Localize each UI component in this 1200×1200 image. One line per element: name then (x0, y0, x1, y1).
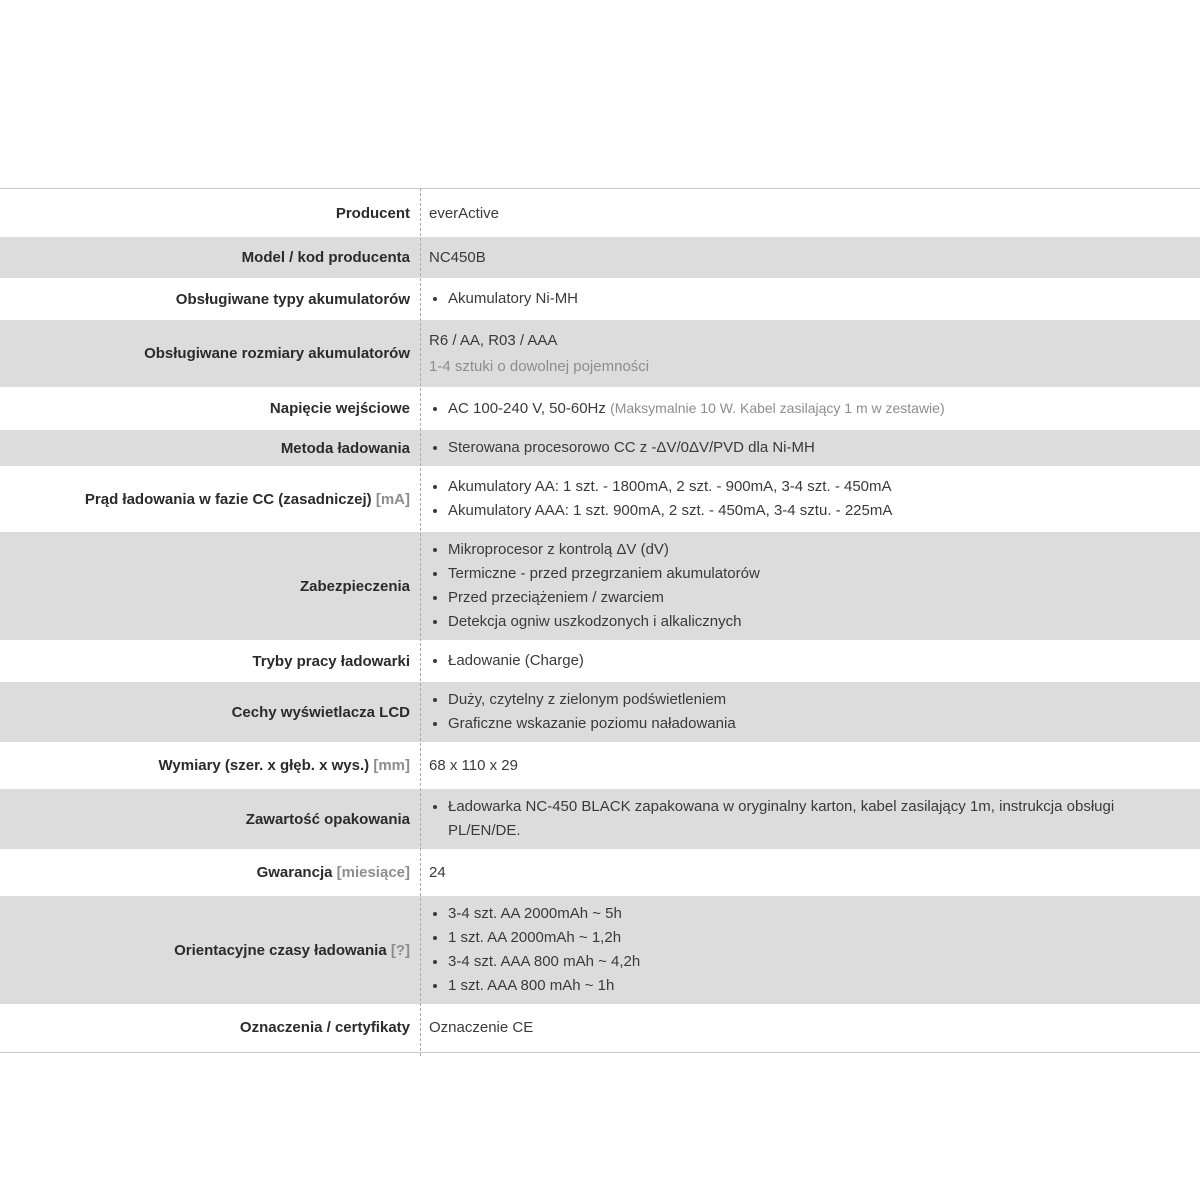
spec-bullet-item (448, 436, 1186, 460)
spec-label (0, 805, 420, 834)
spec-row (0, 193, 1200, 234)
spec-value (420, 237, 1200, 278)
spec-bullet-item (448, 688, 1186, 712)
spec-label-text: Napięcie wejściowe (269, 400, 410, 417)
spec-bullet-text: Mikroprocesor z kontrolą ΔV (dV) (448, 541, 669, 558)
spec-bullet-item (448, 475, 1186, 499)
spec-label (0, 572, 420, 601)
spec-bullet-list (429, 902, 1186, 998)
spec-label (0, 243, 420, 272)
spec-bullet-list (429, 287, 1186, 311)
spec-bullet-list (429, 396, 1186, 421)
spec-label-text: Zabezpieczenia (299, 577, 410, 595)
spec-bullet-text: Akumulatory AAA: 1 szt. 900mA, 2 szt. - 450mA, 3-4 sztu. - 225mA (448, 502, 893, 519)
spec-row (0, 281, 1200, 317)
spec-row (0, 237, 1200, 278)
spec-label (0, 751, 420, 780)
spec-label-unit: [mm] (373, 757, 410, 774)
spec-bullet-text: Graficzne wskazanie poziomu naładowania (448, 715, 736, 732)
spec-row (0, 643, 1200, 679)
spec-row (0, 469, 1200, 529)
spec-bullet-text: AC 100-240 V, 50-60Hz (448, 400, 606, 417)
spec-label (0, 285, 420, 314)
spec-label (0, 1013, 420, 1042)
product-spec-table (0, 188, 1200, 1053)
spec-bullet-text: Detekcja ogniw uszkodzonych i alkalicznych (448, 613, 742, 630)
spec-bullet-list (429, 538, 1186, 634)
spec-bullet-list (429, 475, 1186, 523)
spec-value-line: R6 / AA, R03 / AAA (429, 332, 558, 349)
spec-bullet-item (448, 712, 1186, 736)
spec-value-line: 1-4 sztuki o dowolnej pojemności (429, 358, 650, 375)
spec-label (0, 698, 420, 727)
spec-bullet-item (448, 538, 1186, 562)
spec-label (0, 858, 420, 887)
spec-bullet-text: 1 szt. AAA 800 mAh ~ 1h (448, 977, 615, 994)
spec-bullet-item (448, 610, 1186, 634)
spec-bullet-item (448, 974, 1186, 998)
spec-row (0, 852, 1200, 893)
spec-label (0, 485, 420, 514)
spec-bullet-note: (Maksymalnie 10 W. Kabel zasilający 1 m w zestawie) (610, 400, 945, 416)
spec-label-text: Cechy wyświetlacza LCD (231, 703, 410, 721)
spec-bullet-item (448, 926, 1186, 950)
spec-label-text: Producent (335, 205, 410, 222)
spec-bullet-text: Sterowana procesorowo CC z -ΔV/0ΔV/PVD dla Ni-MH (448, 439, 815, 456)
spec-row (0, 896, 1200, 1004)
spec-bullet-list (429, 795, 1186, 843)
spec-value (420, 430, 1200, 466)
spec-bullet-text: Termiczne - przed przegrzaniem akumulatorów (448, 565, 760, 582)
spec-value (420, 852, 1200, 893)
spec-label-text: Tryby pracy ładowarki (252, 652, 410, 670)
spec-row (0, 745, 1200, 786)
spec-label-unit: [mA] (375, 490, 410, 508)
spec-bullet-text: Ładowarka NC-450 BLACK zapakowana w oryginalny karton, kabel zasilający 1m, instrukcja obsługi PL/EN/DE. (448, 798, 1115, 839)
spec-value-line: NC450B (429, 249, 486, 266)
spec-bullet-text: Duży, czytelny z zielonym podświetleniem (448, 691, 727, 708)
spec-bullet-item (448, 287, 1186, 311)
spec-label (0, 647, 420, 676)
spec-value-line: everActive (429, 205, 500, 222)
spec-value (420, 532, 1200, 640)
spec-row (0, 430, 1200, 466)
spec-value (420, 320, 1200, 387)
spec-value (420, 745, 1200, 786)
spec-label-text: Obsługiwane typy akumulatorów (175, 290, 410, 308)
spec-value (420, 896, 1200, 1004)
spec-value-line: Oznaczenie CE (429, 1019, 534, 1036)
spec-label-text: Prąd ładowania w fazie CC (zasadniczej) (84, 490, 372, 508)
spec-bullet-item (448, 396, 1186, 421)
spec-bullet-text: 1 szt. AA 2000mAh ~ 1,2h (448, 929, 622, 946)
spec-value (420, 193, 1200, 234)
spec-bullet-text: Przed przeciążeniem / zwarciem (448, 589, 664, 606)
column-divider (420, 188, 421, 1056)
spec-bullet-item (448, 649, 1186, 673)
spec-value (420, 643, 1200, 679)
spec-bullet-text: 3-4 szt. AAA 800 mAh ~ 4,2h (448, 953, 641, 970)
spec-label-text: Obsługiwane rozmiary akumulatorów (144, 345, 410, 362)
spec-value (420, 682, 1200, 742)
spec-bullet-list (429, 649, 1186, 673)
spec-label-unit: [miesiące] (336, 864, 410, 881)
spec-bullet-item (448, 562, 1186, 586)
spec-value (420, 1007, 1200, 1048)
spec-bullet-list (429, 688, 1186, 736)
spec-value (420, 281, 1200, 317)
spec-row (0, 682, 1200, 742)
spec-row (0, 532, 1200, 640)
spec-row (0, 789, 1200, 849)
spec-value-line: 68 x 110 x 29 (429, 757, 518, 774)
spec-bullet-text: Akumulatory Ni-MH (448, 290, 579, 307)
spec-bullet-item (448, 499, 1186, 523)
spec-label (0, 199, 420, 228)
spec-bullet-text: 3-4 szt. AA 2000mAh ~ 5h (448, 905, 622, 922)
spec-bullet-list (429, 436, 1186, 460)
spec-value-line: 24 (429, 864, 446, 881)
spec-bullet-text: Ładowanie (Charge) (448, 652, 584, 669)
spec-label (0, 394, 420, 423)
spec-label-text: Orientacyjne czasy ładowania (174, 941, 387, 959)
spec-bullet-text: Akumulatory AA: 1 szt. - 1800mA, 2 szt. - 900mA, 3-4 szt. - 450mA (448, 478, 892, 495)
help-tooltip-trigger[interactable]: [?] (390, 941, 410, 959)
spec-bullet-item (448, 795, 1186, 843)
spec-label-text: Metoda ładowania (280, 439, 410, 457)
spec-label-text: Oznaczenia / certyfikaty (239, 1019, 410, 1036)
spec-value (420, 789, 1200, 849)
spec-value (420, 390, 1200, 427)
spec-bullet-item (448, 950, 1186, 974)
spec-bullet-item (448, 902, 1186, 926)
spec-label-text: Gwarancja (256, 864, 333, 881)
spec-row (0, 390, 1200, 427)
spec-label-text: Wymiary (szer. x głęb. x wys.) (158, 757, 370, 774)
spec-label-text: Zawartość opakowania (245, 810, 410, 828)
spec-value (420, 469, 1200, 529)
spec-row (0, 320, 1200, 387)
spec-label (0, 936, 420, 965)
spec-label (0, 339, 420, 368)
spec-label (0, 434, 420, 463)
spec-row (0, 1007, 1200, 1048)
spec-bullet-item (448, 586, 1186, 610)
spec-label-text: Model / kod producenta (241, 249, 410, 266)
